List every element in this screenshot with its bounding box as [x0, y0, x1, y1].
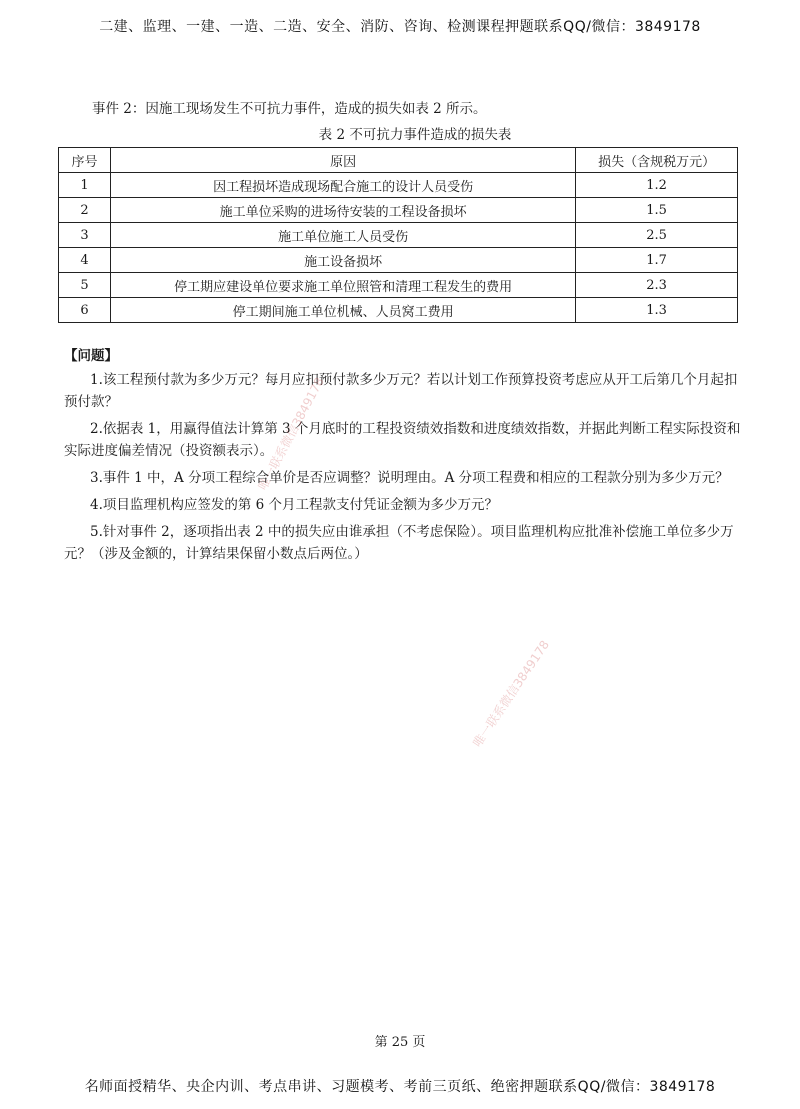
table-row — [59, 298, 738, 323]
watermark: 唯一联系微信3849178 — [255, 375, 327, 493]
row-loss: 2.3 — [576, 273, 738, 298]
table-row — [59, 198, 738, 223]
table-title: 表 2 不可抗力事件造成的损失表 — [318, 127, 512, 143]
question-5: 5.针对事件 2，逐项指出表 2 中的损失应由谁承担（不考虑保险）。项目监理机构应批准补偿施工单位多少万元？（涉及金额的，计算结果保留小数点后两位。） — [64, 524, 734, 562]
header-cause: 原因 — [110, 148, 575, 173]
page-footer: 名师面授精华、央企内训、考点串讲、习题模考、考前三页纸、绝密押题联系QQ/微信：3849178 — [84, 1079, 716, 1095]
row-cause: 因工程损坏造成现场配合施工的设计人员受伤 — [110, 173, 575, 198]
loss-table — [58, 147, 738, 323]
row-loss: 2.5 — [576, 223, 738, 248]
question-3: 3.事件 1 中，A 分项工程综合单价是否应调整？说明理由。A 分项工程费和相应的工程款分别为多少万元？ — [90, 470, 729, 486]
questions-section — [64, 345, 744, 570]
question-2: 2.依据表 1，用赢得值法计算第 3 个月底时的工程投资绩效指数和进度绩效指数，并据此判断工程实际投资和实际进度偏差情况（投资额表示）。 — [64, 421, 741, 459]
row-cause: 停工期应建设单位要求施工单位照管和清理工程发生的费用 — [110, 273, 575, 298]
question-4: 4.项目监理机构应签发的第 6 个月工程款支付凭证金额为多少万元？ — [90, 497, 499, 513]
row-loss: 1.2 — [576, 173, 738, 198]
questions-heading: 【问题】 — [64, 348, 118, 364]
row-loss: 1.7 — [576, 248, 738, 273]
table-header-row — [59, 148, 738, 173]
table-row — [59, 273, 738, 298]
row-cause: 施工设备损坏 — [110, 248, 575, 273]
row-cause: 施工单位施工人员受伤 — [110, 223, 575, 248]
table-row — [59, 248, 738, 273]
row-index: 3 — [59, 223, 111, 248]
row-loss: 1.3 — [576, 298, 738, 323]
row-index: 2 — [59, 198, 111, 223]
header-index: 序号 — [59, 148, 111, 173]
page-number: 第 25 页 — [374, 1035, 426, 1050]
row-cause: 停工期间施工单位机械、人员窝工费用 — [110, 298, 575, 323]
row-index: 5 — [59, 273, 111, 298]
row-index: 1 — [59, 173, 111, 198]
question-1: 1.该工程预付款为多少万元？每月应扣预付款多少万元？若以计划工作预算投资考虑应从开工后第几个月起扣预付款？ — [64, 372, 738, 410]
page-header: 二建、监理、一建、一造、二造、安全、消防、咨询、检测课程押题联系QQ/微信：3849178 — [99, 19, 701, 35]
table-row — [59, 173, 738, 198]
header-loss: 损失（含规税万元） — [576, 148, 738, 173]
event-description: 事件 2：因施工现场发生不可抗力事件，造成的损失如表 2 所示。 — [92, 101, 487, 117]
row-index: 4 — [59, 248, 111, 273]
watermark: 唯一联系微信3849178 — [470, 637, 553, 750]
row-cause: 施工单位采购的进场待安装的工程设备损坏 — [110, 198, 575, 223]
row-index: 6 — [59, 298, 111, 323]
table-row — [59, 223, 738, 248]
row-loss: 1.5 — [576, 198, 738, 223]
